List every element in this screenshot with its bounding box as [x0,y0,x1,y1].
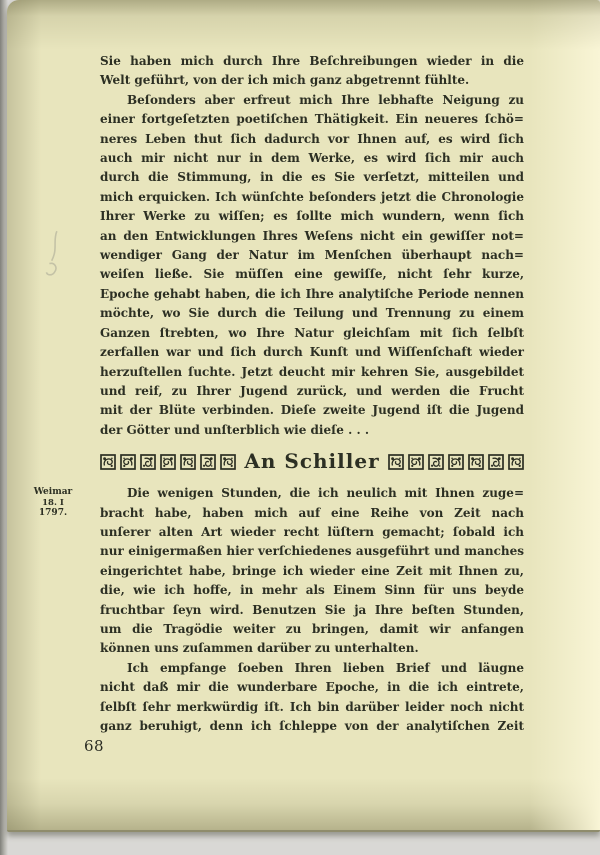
text-line: einer fortgeſetzten poetiſchen Thätigkeit. Ein neueres ſchö= [100,112,524,127]
text-line: auch mir nicht nur in dem Werke, es wird ſich mir auch [100,151,524,166]
margin-note-year: 1797. [38,508,68,518]
text-line: Ihrer Werke zu wiſſen; es ſollte mich wundern, wenn ſich [100,209,524,224]
ornament-group-left [100,454,236,470]
text-line: wendiger Gang der Natur im Menſchen überhaupt nach= [100,248,524,263]
text-line: zerfallen war und ſich durch Kunſt und Wiſſenſchaft wieder [100,345,524,360]
text-line: neres Leben thut ſich dadurch vor Ihnen auf, es wird ſich [100,131,524,146]
ornament-icon [388,454,404,470]
ornament-group-right [388,454,524,470]
margin-note-date: 18. I [42,497,64,508]
ornament-icon [140,454,156,470]
text-line: Epoche gehabt haben, die ich Ihre analytiſche Periode nennen [100,286,524,301]
text-line: an den Entwicklungen Ihres Weſens nicht ein gewiſſer not= [100,228,524,243]
text-line: mich erquicken. Ich wünſchte beſonders jetzt die Chronologie [100,189,524,204]
text-line: mit der Blüte verbinden. Dieſe zweite Jugend iſt die Jugend [100,403,524,418]
margin-note-place: Weimar [33,487,73,497]
text-line: weiſen ließe. Sie müſſen eine gewiſſe, nicht ſehr kurze, [100,267,524,282]
text-line: Welt geführt, von der ich mich ganz abgetrennt fühlte. [100,73,470,88]
text-line: Beſonders aber erfreut mich Ihre lebhafte Neigung zu [127,92,524,107]
text-line: Die wenigen Stunden, die ich neulich mit Ihnen zuge= [127,486,524,501]
ornament-icon [180,454,196,470]
body-text [100,52,524,736]
text-line: ſelbſt ſehr merkwürdig iſt. Ich bin darüber leider noch nicht [100,699,524,714]
text-line: bracht habe, haben mich auf eine Reihe von Zeit nach [100,505,524,520]
text-line: die, wie ich hoffe, in mehr als Einem Sinn für uns beyde [100,583,524,598]
ornament-icon [120,454,136,470]
text-line: eingerichtet habe, bringe ich wieder eine Zeit mit Ihnen zu, [100,563,524,578]
ornament-icon [408,454,424,470]
text-line: ganz beruhigt, denn ich ſchleppe von der analytiſchen Zeit [100,719,524,733]
text-line: der Götter und unſterblich wie dieſe . . . [100,422,369,437]
pencil-mark [38,227,70,289]
ornament-icon [200,454,216,470]
text-line: nur einigermaßen hier verſchiedenes ausgeführt und manches [100,544,524,559]
ornament-icon [160,454,176,470]
text-line: können uns zuſammen darüber zu unterhalten. [100,641,419,656]
margin-note [27,487,79,519]
ornament-icon [100,454,116,470]
book-page [7,0,600,832]
text-line: fruchtbar ſeyn wird. Benutzen Sie ja Ihre beſten Stunden, [100,602,524,617]
page-number: 68 [84,737,105,755]
ornament-icon [488,454,504,470]
text-line: Ich empfange ſoeben Ihren lieben Brief und läugne [127,660,524,675]
text-line: Ganzen ſtrebten, wo Ihre Natur gleichſam mit ſich ſelbſt [100,325,524,340]
text-line: herzuſtellen ſuchte. Jetzt deucht mir kehren Sie, ausgebildet [100,364,524,379]
text-line: Sie haben mich durch Ihre Beſchreibungen wieder in die [100,54,524,68]
ornament-icon [220,454,236,470]
text-line: unſerer alten Art wieder recht lüſtern gemacht; ſobald ich [100,524,524,539]
text-line: und reif, zu Ihrer Jugend zurück, und werden die Frucht [100,383,524,398]
ornament-icon [448,454,464,470]
text-line: nicht daß mir die wunderbare Epoche, in die ich eintrete, [100,680,524,695]
text-line: durch die Stimmung, in die es Sie verſetzt, mitteilen und [100,170,524,185]
text-line: möchte, wo Sie durch die Teilung und Trennung zu einem [100,306,524,321]
section-heading [100,447,524,477]
ornament-icon [468,454,484,470]
ornament-icon [428,454,444,470]
heading-title: An Schiller [244,449,380,474]
ornament-icon [508,454,524,470]
text-line: um die Tragödie weiter zu bringen, damit wir anfangen [100,621,524,636]
